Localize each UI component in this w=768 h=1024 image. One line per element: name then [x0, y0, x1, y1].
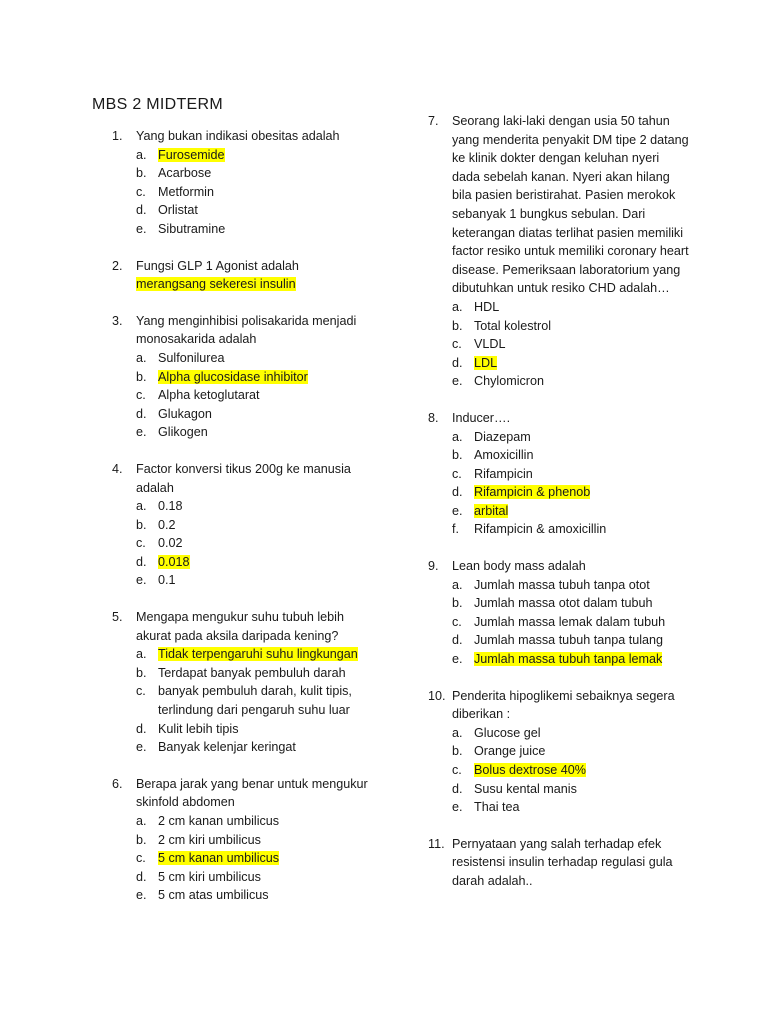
option-item — [452, 761, 690, 780]
option-text: Kulit lebih tipis — [158, 721, 239, 736]
question-text: Yang menginhibisi polisakarida menjadi monosakarida adalah — [136, 313, 357, 347]
option-item — [452, 317, 690, 336]
option-item — [136, 720, 382, 739]
option-text: 0.02 — [158, 536, 183, 551]
option-letter: c. — [136, 536, 146, 551]
option-letter: a. — [136, 647, 147, 662]
option-text: Banyak kelenjar keringat — [158, 740, 296, 755]
option-letter: b. — [452, 318, 463, 333]
option-item — [136, 386, 382, 405]
option-letter: a. — [136, 499, 147, 514]
highlighted-option-text: Furosemide — [158, 147, 225, 162]
question-number: 6. — [112, 776, 123, 791]
question-item — [428, 687, 690, 817]
option-letter: e. — [452, 374, 463, 389]
option-item — [136, 349, 382, 368]
option-letter: a. — [452, 429, 463, 444]
question-text: Seorang laki-laki dengan usia 50 tahun yang menderita penyakit DM tipe 2 datang ke klinik dokter dengan keluhan nyeri dada sebelah kanan. Nyeri akan hilang bila pasien beristirahat. Pasien merokok sebanyak 1 bungkus sebulan. Dari keterangan diatas terlihat pasien memiliki factor resiko untuk memiliki coronary heart disease. Pemeriksaan laboratorium yang dibutuhkan untuk resiko CHD adalah… — [452, 114, 689, 296]
left-column — [112, 127, 382, 923]
option-letter: e. — [136, 740, 147, 755]
question-number: 11. — [428, 836, 445, 851]
option-item — [452, 354, 690, 373]
option-item — [136, 405, 382, 424]
option-text: Amoxicillin — [474, 448, 534, 463]
option-item — [136, 516, 382, 535]
option-letter: a. — [452, 577, 463, 592]
option-item — [136, 164, 382, 183]
option-text: 0.1 — [158, 573, 176, 588]
option-text: Susu kental manis — [474, 781, 577, 796]
option-letter: e. — [452, 652, 463, 667]
question-text: Berapa jarak yang benar untuk mengukur skinfold abdomen — [136, 776, 368, 810]
question-number: 3. — [112, 313, 123, 328]
option-item — [452, 798, 690, 817]
option-item — [452, 298, 690, 317]
option-item — [452, 483, 690, 502]
option-letter: b. — [452, 596, 463, 611]
option-letter: f. — [452, 522, 459, 537]
option-text: Glukagon — [158, 406, 212, 421]
option-text: Rifampicin & amoxicillin — [474, 522, 607, 537]
option-text: Alpha ketoglutarat — [158, 388, 260, 403]
option-text: Glucose gel — [474, 725, 541, 740]
option-text: Jumlah massa tubuh tanpa tulang — [474, 633, 664, 648]
option-item — [136, 423, 382, 442]
option-letter: b. — [136, 832, 147, 847]
option-list — [136, 146, 382, 239]
option-letter: c. — [452, 763, 462, 777]
option-item — [452, 650, 690, 669]
option-list — [452, 298, 690, 391]
option-item — [452, 335, 690, 354]
question-text: Factor konversi tikus 200g ke manusia adalah — [136, 461, 351, 495]
question-item — [428, 835, 690, 891]
highlighted-answer: merangsang sekeresi insulin — [136, 277, 296, 292]
option-letter: d. — [452, 633, 463, 648]
highlighted-option-text: 0.018 — [158, 554, 190, 569]
question-item — [428, 112, 690, 391]
option-letter: d. — [136, 554, 147, 569]
question-number: 5. — [112, 610, 123, 625]
option-letter: c. — [452, 614, 462, 629]
highlighted-option-text: Rifampicin & phenob — [474, 485, 591, 500]
option-letter: b. — [452, 744, 463, 759]
question-item — [112, 127, 382, 239]
option-item — [452, 742, 690, 761]
option-text: Rifampicin — [474, 466, 533, 481]
option-letter: a. — [452, 725, 463, 740]
question-number: 2. — [112, 258, 123, 273]
right-column — [428, 112, 690, 909]
option-letter: b. — [136, 665, 147, 680]
option-letter: e. — [136, 221, 147, 236]
option-text: Total kolestrol — [474, 318, 551, 333]
option-list — [136, 645, 382, 757]
option-item — [452, 428, 690, 447]
question-number: 4. — [112, 461, 123, 476]
highlighted-option-text: Tidak terpengaruhi suhu lingkungan — [158, 647, 358, 662]
question-item — [112, 608, 382, 757]
option-letter: a. — [452, 299, 463, 314]
option-item — [452, 446, 690, 465]
option-letter: d. — [136, 721, 147, 736]
option-item — [452, 594, 690, 613]
question-item — [112, 312, 382, 442]
option-list — [136, 497, 382, 590]
option-item — [136, 664, 382, 683]
option-item — [452, 724, 690, 743]
option-letter: a. — [136, 147, 147, 162]
option-item — [136, 868, 382, 887]
option-list — [452, 576, 690, 669]
option-letter: b. — [452, 448, 463, 463]
option-text: Orlistat — [158, 203, 198, 218]
option-letter: e. — [136, 425, 147, 440]
option-letter: b. — [136, 517, 147, 532]
question-item — [112, 257, 382, 294]
option-text: VLDL — [474, 337, 506, 352]
option-text: 0.2 — [158, 517, 176, 532]
question-number: 7. — [428, 114, 439, 128]
option-item — [452, 631, 690, 650]
option-letter: c. — [136, 851, 146, 866]
highlighted-option-text: Bolus dextrose 40% — [474, 763, 587, 777]
option-item — [136, 738, 382, 757]
question-text: Pernyataan yang salah terhadap efek resistensi insulin terhadap regulasi gula darah adalah.. — [452, 836, 673, 888]
question-answer — [136, 275, 382, 294]
option-letter: b. — [136, 369, 147, 384]
option-text: Acarbose — [158, 166, 212, 181]
highlighted-option-text: Jumlah massa tubuh tanpa lemak — [474, 652, 663, 667]
highlighted-option-text: arbital — [474, 503, 509, 518]
option-text: 5 cm kiri umbilicus — [158, 869, 261, 884]
option-item — [136, 368, 382, 387]
option-item — [136, 553, 382, 572]
question-item — [112, 775, 382, 905]
option-text: Metformin — [158, 184, 214, 199]
option-list — [136, 349, 382, 442]
option-letter: a. — [136, 814, 147, 828]
option-letter: d. — [136, 406, 147, 421]
option-list — [452, 428, 690, 540]
question-number: 10. — [428, 688, 446, 703]
question-text: Inducer…. — [452, 410, 511, 425]
option-text: Sulfonilurea — [158, 350, 225, 365]
option-item — [136, 645, 382, 664]
option-item — [136, 886, 382, 905]
option-text: 2 cm kanan umbilicus — [158, 814, 280, 828]
option-letter: c. — [136, 184, 146, 199]
question-text: Penderita hipoglikemi sebaiknya segera diberikan : — [452, 688, 675, 722]
option-item — [136, 534, 382, 553]
option-item — [452, 502, 690, 521]
option-text: 0.18 — [158, 499, 183, 514]
option-letter: e. — [452, 800, 463, 815]
option-letter: a. — [136, 350, 147, 365]
option-item — [136, 831, 382, 850]
question-number: 8. — [428, 410, 439, 425]
option-letter: d. — [452, 485, 463, 500]
option-text: Sibutramine — [158, 221, 226, 236]
option-letter: c. — [136, 388, 146, 403]
option-letter: d. — [452, 355, 463, 370]
option-letter: e. — [452, 503, 463, 518]
option-letter: d. — [136, 203, 147, 218]
option-letter: b. — [136, 166, 147, 181]
option-item — [452, 520, 690, 539]
option-item — [452, 613, 690, 632]
option-item — [452, 372, 690, 391]
question-text: Mengapa mengukur suhu tubuh lebih akurat pada aksila daripada kening? — [136, 610, 344, 643]
option-letter: e. — [136, 573, 147, 588]
option-item — [136, 220, 382, 239]
question-number: 9. — [428, 559, 439, 574]
option-item — [452, 780, 690, 799]
page-title: MBS 2 MIDTERM — [92, 96, 224, 113]
option-list — [452, 724, 690, 817]
option-letter: d. — [136, 869, 147, 884]
option-item — [136, 849, 382, 868]
option-item — [136, 146, 382, 165]
option-item — [136, 812, 382, 831]
option-text: Jumlah massa otot dalam tubuh — [474, 596, 653, 611]
option-item — [136, 571, 382, 590]
option-text: Diazepam — [474, 429, 531, 444]
option-item — [136, 497, 382, 516]
option-text: banyak pembuluh darah, kulit tipis, terlindung dari pengaruh suhu luar — [158, 684, 352, 718]
option-text: 2 cm kiri umbilicus — [158, 832, 261, 847]
option-item — [136, 682, 382, 719]
option-item — [136, 183, 382, 202]
highlighted-option-text: Alpha glucosidase inhibitor — [158, 369, 308, 384]
highlighted-option-text: 5 cm kanan umbilicus — [158, 851, 280, 866]
option-text: Glikogen — [158, 425, 208, 440]
option-letter: c. — [452, 337, 462, 352]
option-list — [136, 812, 382, 905]
option-item — [136, 201, 382, 220]
option-item — [452, 576, 690, 595]
option-text: Jumlah massa tubuh tanpa otot — [474, 577, 650, 592]
question-item — [428, 557, 690, 669]
option-text: 5 cm atas umbilicus — [158, 888, 269, 903]
option-letter: e. — [136, 888, 147, 903]
option-letter: c. — [452, 466, 462, 481]
question-text: Lean body mass adalah — [452, 559, 586, 574]
option-letter: d. — [452, 781, 463, 796]
option-text: Terdapat banyak pembuluh darah — [158, 665, 346, 680]
question-text: Fungsi GLP 1 Agonist adalah — [136, 258, 299, 273]
option-text: Thai tea — [474, 800, 520, 815]
option-letter: c. — [136, 684, 146, 699]
option-text: Orange juice — [474, 744, 546, 759]
question-number: 1. — [112, 129, 123, 143]
question-item — [428, 409, 690, 539]
question-item — [112, 460, 382, 590]
question-text: Yang bukan indikasi obesitas adalah — [136, 129, 340, 143]
option-text: HDL — [474, 299, 500, 314]
option-text: Jumlah massa lemak dalam tubuh — [474, 614, 666, 629]
highlighted-option-text: LDL — [474, 355, 498, 370]
option-text: Chylomicron — [474, 374, 544, 389]
option-item — [452, 465, 690, 484]
